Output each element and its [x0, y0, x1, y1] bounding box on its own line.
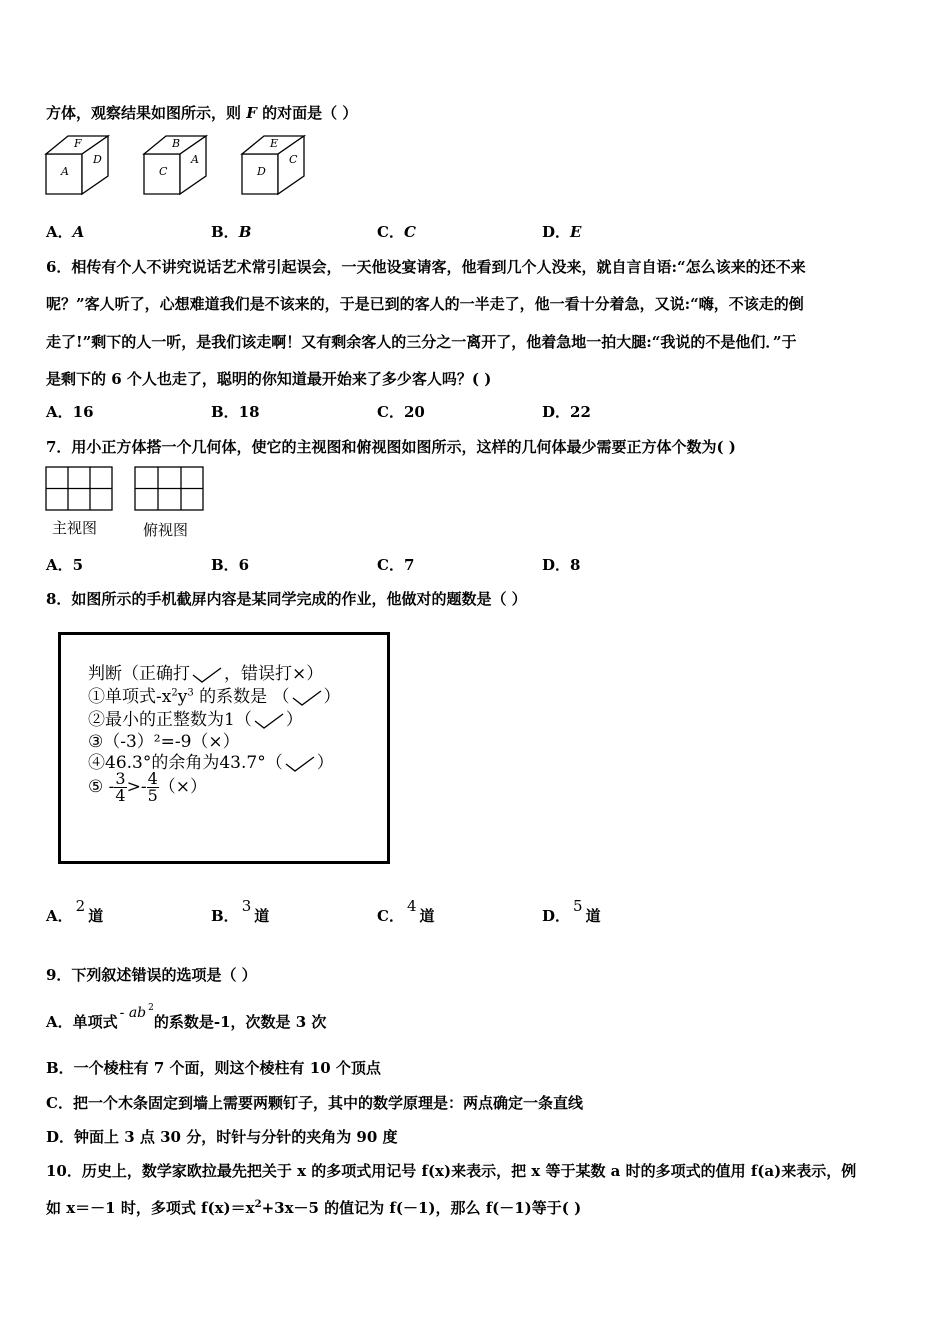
cube3-side-label: C [289, 153, 298, 166]
check-mark-icon [290, 689, 324, 707]
homework-header: 判断（正确打 ，错误打×） [88, 664, 324, 684]
q5-stem: 方体，观察结果如图所示，则 F 的对面是（ ） [46, 104, 358, 122]
cube-figure-3 [240, 134, 312, 198]
q5-option-a[interactable]: A．A [46, 223, 85, 241]
q7-stem: 7．用小正方体搭一个几何体，使它的主视图和俯视图如图所示，这样的几何体最少需要正方体个数为( ) [46, 438, 736, 456]
q9-option-d[interactable]: D．钟面上 3 点 30 分，时针与分针的夹角为 90 度 [46, 1128, 398, 1146]
homework-item-4: ④46.3°的余角为43.7°（ ） [88, 753, 334, 773]
cube2-side-label: A [191, 153, 199, 166]
q8-option-a[interactable]: A．2道 [46, 897, 104, 925]
cube2-top-label: B [172, 137, 181, 150]
cube3-front-label: D [257, 165, 266, 178]
homework-item-2: ②最小的正整数为1（ ） [88, 710, 303, 730]
q6-stem-line-4: 是剩下的 6 个人也走了，聪明的你知道最开始来了多少客人吗？( ) [46, 370, 492, 388]
top-view-caption: 俯视图 [143, 521, 189, 539]
q10-stem-line-2: 如 x＝－1 时，多项式 $f(x)=x^2+3x-5$ 的值记为 f(－1)，那么 f(－1)等于( ) [46, 1199, 582, 1217]
front-view-grid [45, 466, 115, 512]
q8-stem: 8．如图所示的手机截屏内容是某同学完成的作业，他做对的题数是（ ） [46, 590, 527, 608]
check-mark-icon [283, 755, 317, 773]
cube-figure-1 [44, 134, 116, 198]
q9-option-b[interactable]: B．一个棱柱有 7 个面，则这个棱柱有 10 个顶点 [46, 1059, 381, 1077]
cube1-top-label: F [74, 137, 82, 150]
q6-option-d[interactable]: D．22 [542, 403, 591, 421]
q6-stem-line-1: 6．相传有个人不讲究说话艺术常引起误会，一天他设宴请客，他看到几个人没来，就自言自语:“怎么该来的还不来 [46, 258, 806, 276]
q8-option-b[interactable]: B．3道 [211, 897, 270, 925]
q7-option-b[interactable]: B．6 [211, 556, 250, 574]
q7-option-d[interactable]: D．8 [542, 556, 581, 574]
q7-option-c[interactable]: C．7 [377, 556, 415, 574]
front-view-caption: 主视图 [52, 519, 98, 537]
cube2-front-label: C [159, 165, 168, 178]
cube3-top-label: E [270, 137, 279, 150]
q7-option-a[interactable]: A．5 [46, 556, 84, 574]
q6-stem-line-3: 走了!”剩下的人一听，是我们该走啊！又有剩余客人的三分之一离开了，他着急地一拍大腿:“我说的不是他们．”于 [46, 333, 797, 351]
fraction-three-quarters: $\frac{3}{4}$ [115, 769, 126, 805]
check-mark-icon [252, 712, 286, 730]
q6-stem-line-2: 呢？”客人听了，心想难道我们是不该来的，于是已到的客人的一半走了，他一看十分着急，又说:“嗨，不该走的倒 [46, 295, 804, 313]
q5-option-c[interactable]: C．C [377, 223, 416, 241]
q9-option-c[interactable]: C．把一个木条固定到墙上需要两颗钉子，其中的数学原理是：两点确定一条直线 [46, 1094, 583, 1112]
cube1-front-label: A [61, 165, 69, 178]
q6-option-b[interactable]: B．18 [211, 403, 260, 421]
q9-option-a[interactable]: A．单项式 - ab $^2$的系数是-1，次数是 3 次 [46, 1003, 327, 1031]
top-view-grid [134, 466, 206, 512]
q10-stem-line-1: 10．历史上，数学家欧拉最先把关于 x 的多项式用记号 f(x)来表示，把 x 等于某数 a 时的多项式的值用 f(a)来表示，例 [46, 1162, 857, 1180]
fraction-four-fifths: $\frac{4}{5}$ [147, 769, 158, 805]
q9-stem: 9．下列叙述错误的选项是（ ） [46, 966, 257, 984]
q8-option-c[interactable]: C．4道 [377, 897, 435, 925]
homework-item-5: ⑤ - $\frac{3}{4}$ >- $\frac{4}{5}$ （×） [88, 769, 208, 805]
homework-item-1: ①单项式$-x^2y^3$ 的系数是 （ ） [88, 687, 341, 707]
check-mark-icon [190, 666, 224, 684]
cube-figure-2 [142, 134, 214, 198]
q6-option-c[interactable]: C．20 [377, 403, 425, 421]
cube1-side-label: D [93, 153, 102, 166]
q6-option-a[interactable]: A．16 [46, 403, 94, 421]
q5-option-b[interactable]: B．B [211, 223, 252, 241]
q8-option-d[interactable]: D．5道 [542, 897, 601, 925]
q5-option-d[interactable]: D．E [542, 223, 582, 241]
homework-item-3: ③（-3）²=-9（×） [88, 732, 240, 752]
